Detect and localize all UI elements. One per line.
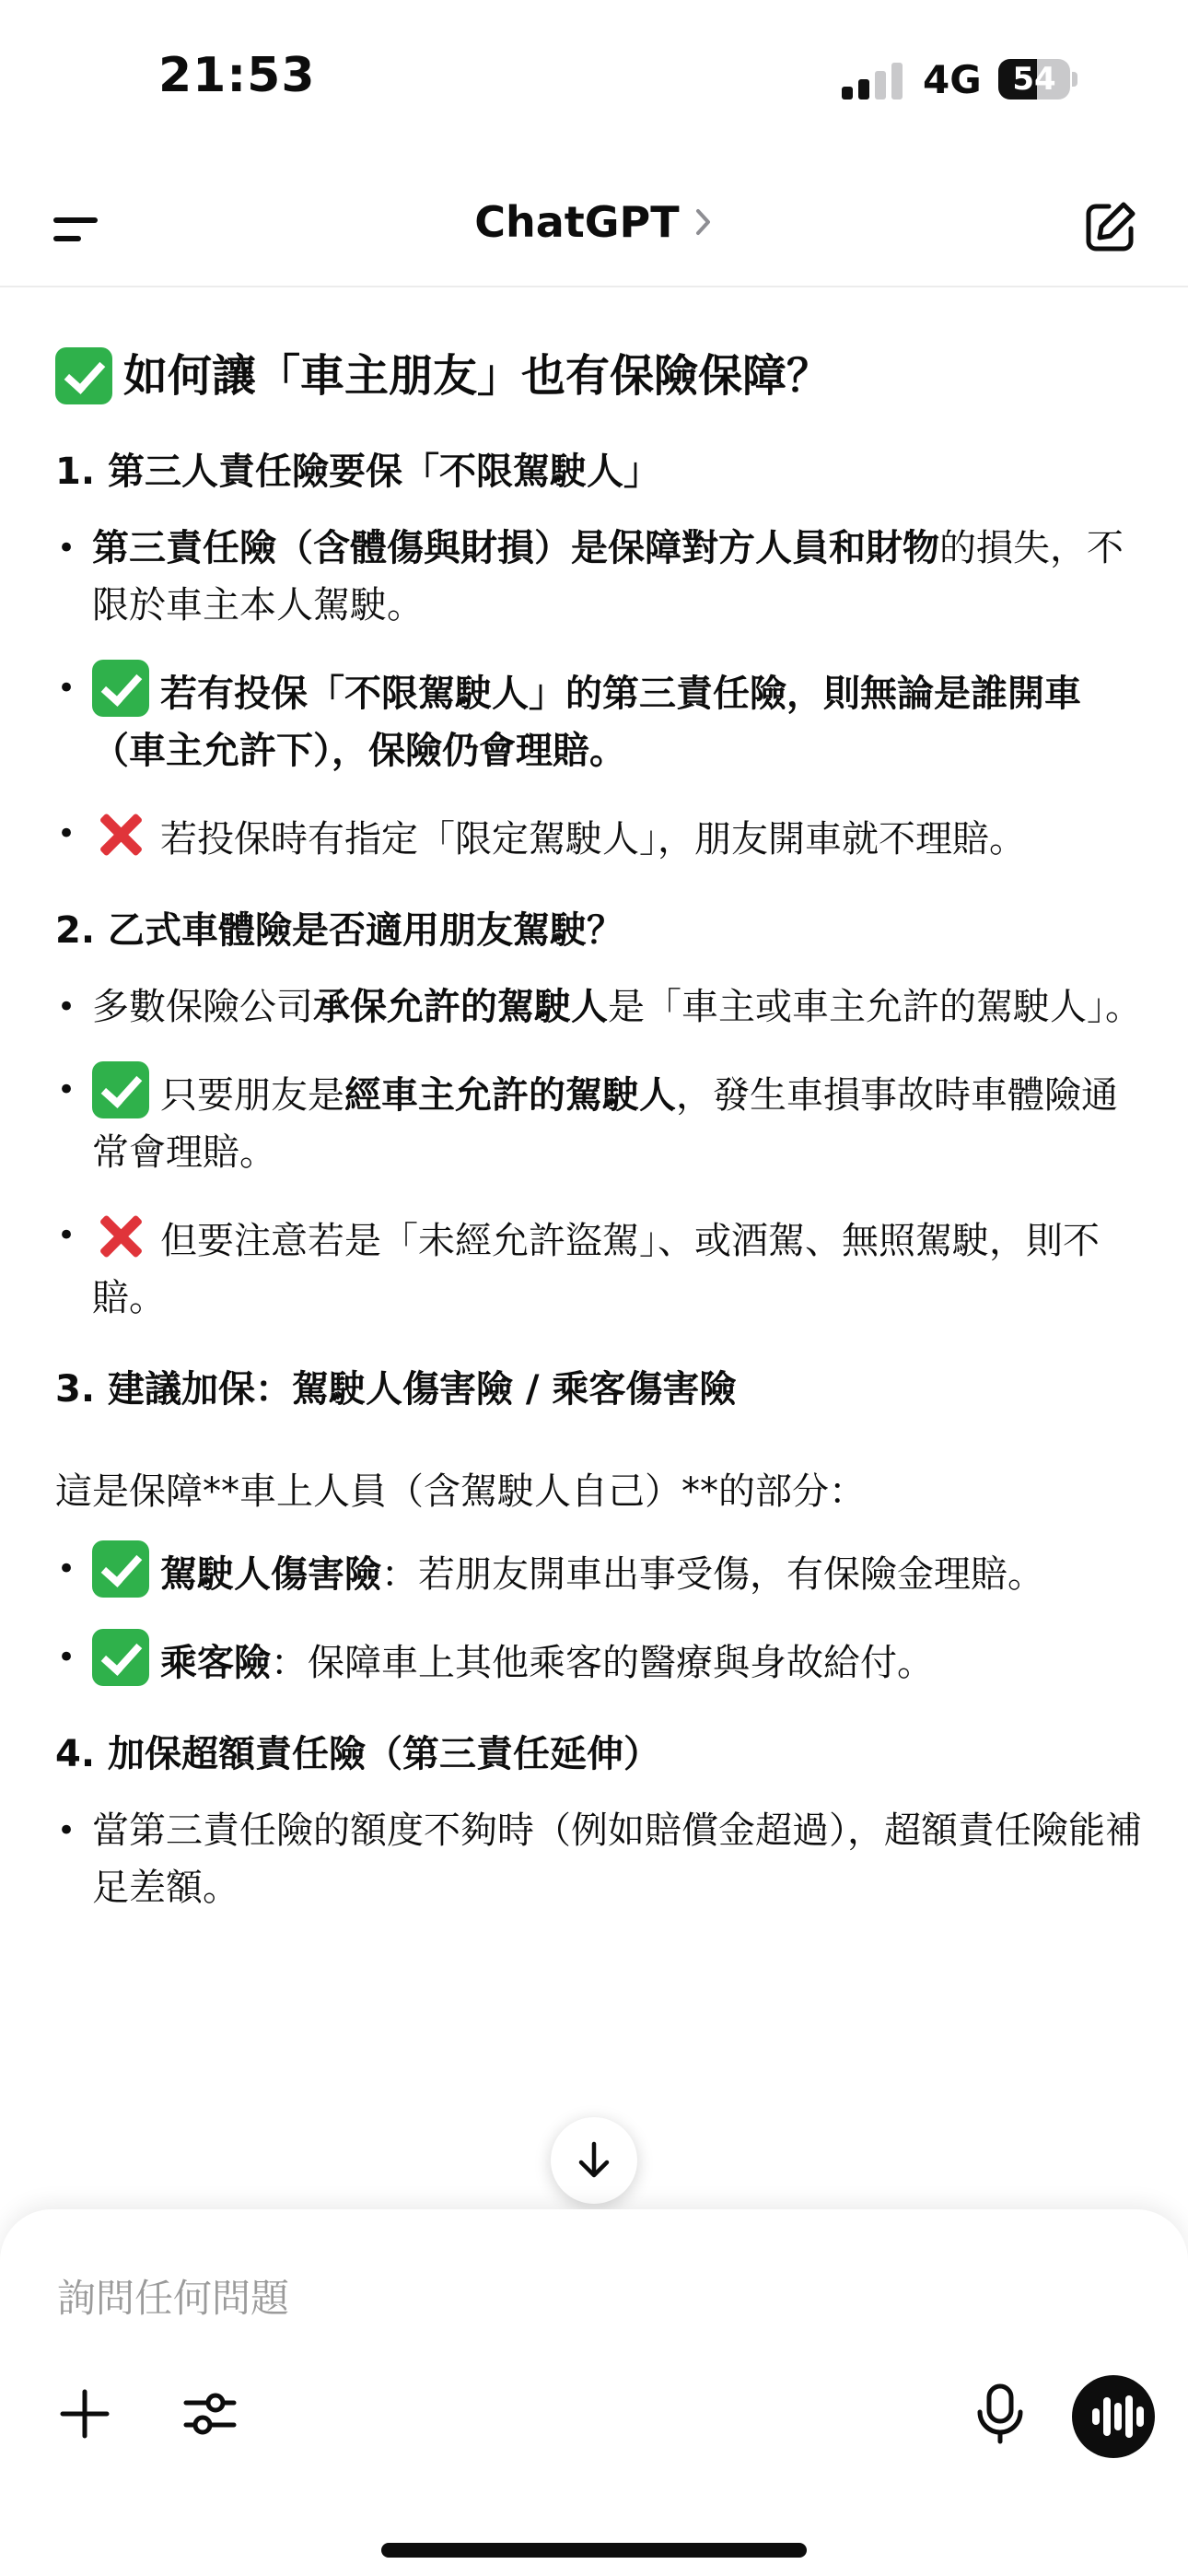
composer <box>0 2209 1188 2576</box>
plus-icon[interactable] <box>55 2384 114 2443</box>
list-item: • 若有投保「不限駕駛人」的第三責任險，則無論是誰開車（車主允許下），保險仍會理賠。 <box>55 660 1142 779</box>
signal-icon <box>842 63 903 100</box>
check-mark-emoji <box>92 1629 149 1686</box>
scroll-down-button[interactable] <box>551 2117 637 2204</box>
network-type: 4G <box>923 57 982 102</box>
app-title: ChatGPT <box>474 197 680 247</box>
bullet-list <box>55 1540 1142 1692</box>
heading-text: 如何讓「車主朋友」也有保險保障？ <box>123 350 832 402</box>
mic-icon[interactable] <box>971 2383 1030 2445</box>
check-mark-emoji <box>92 660 149 717</box>
home-indicator <box>381 2543 807 2558</box>
check-mark-emoji <box>92 1540 149 1598</box>
section-title: 4. 加保超額責任險（第三責任延伸） <box>55 1733 660 1775</box>
bullet-list <box>55 520 1142 868</box>
cross-mark-emoji <box>92 805 149 862</box>
message-input[interactable] <box>55 2265 980 2331</box>
list-item: • 多數保險公司承保允許的駕駛人是「車主或車主允許的駕駛人」。 <box>55 978 1142 1036</box>
message-heading <box>55 343 1142 409</box>
status-time: 21:53 <box>158 48 316 103</box>
status-bar <box>0 0 1188 157</box>
voice-mode-button[interactable] <box>1072 2375 1155 2458</box>
battery-icon <box>998 59 1077 100</box>
list-item: • 但要注意若是「未經允許盜駕」、或酒駕、無照駕駛，則不賠。 <box>55 1207 1142 1327</box>
arrow-down-icon <box>576 2140 612 2181</box>
bullet-list <box>55 1802 1142 1916</box>
cross-mark-emoji <box>92 1207 149 1264</box>
list-item: • 只要朋友是經車主允許的駕駛人，發生車損事故時車體險通常會理賠。 <box>55 1061 1142 1181</box>
section-title: 2. 乙式車體險是否適用朋友駕駛？ <box>55 909 623 952</box>
app-header <box>0 175 1188 287</box>
check-mark-emoji <box>92 1061 149 1118</box>
sliders-icon[interactable] <box>181 2384 239 2443</box>
bullet-list <box>55 978 1142 1327</box>
compose-icon[interactable] <box>1081 197 1140 256</box>
check-mark-emoji <box>55 347 112 404</box>
section-title: 3. 建議加保：駕駛人傷害險 / 乘客傷害險 <box>55 1368 737 1411</box>
list-item: • 當第三責任險的額度不夠時（例如賠償金超過），超額責任險能補足差額。 <box>55 1802 1142 1916</box>
chevron-right-icon <box>693 206 714 238</box>
list-item: • 乘客險：保障車上其他乘客的醫療與身故給付。 <box>55 1629 1142 1692</box>
list-item: • 若投保時有指定「限定駕駛人」，朋友開車就不理賠。 <box>55 805 1142 868</box>
model-selector[interactable] <box>0 197 1188 247</box>
list-item: • 第三責任險（含體傷與財損）是保障對方人員和財物的損失，不限於車主本人駕駛。 <box>55 520 1142 634</box>
list-item: • 駕駛人傷害險：若朋友開車出事受傷，有保險金理賠。 <box>55 1540 1142 1603</box>
chat-message <box>55 343 1142 1951</box>
section-title: 1. 第三人責任險要保「不限駕駛人」 <box>55 451 660 493</box>
section-intro: 這是保障**車上人員（含駕駛人自己）**的部分： <box>55 1470 866 1513</box>
battery-percent: 54 <box>1012 61 1056 98</box>
